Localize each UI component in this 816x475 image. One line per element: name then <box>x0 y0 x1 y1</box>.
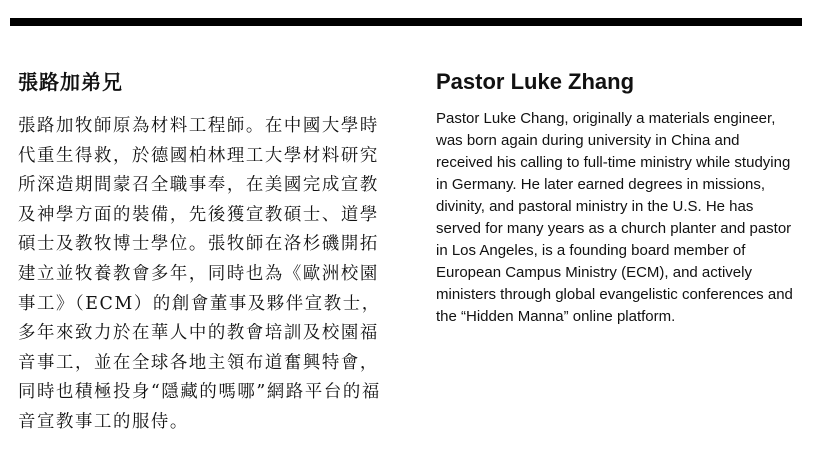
chinese-bio-column <box>18 68 383 438</box>
english-bio-column <box>436 68 796 328</box>
english-bio-title: Pastor Luke Zhang <box>436 69 635 94</box>
chinese-bio-text: 張路加牧師原為材料工程師。在中國大學時代重生得救，於德國柏林理工大學材料研究所深造期間蒙召全職事奉，在美國完成宣教及神學方面的裝備，先後獲宣教碩士、道學碩士及教牧博士學位。張牧師在洛杉磯開拓建立並牧養教會多年，同時也為《歐洲校園事工》（ECM）的創會董事及夥伴宣教士，多年來致力於在華人中的教會培訓及校園福音事工，並在全球各地主領布道奮興特會，同時也積極投身“隱藏的嗎哪”網路平台的福音宣教事工的服侍。 <box>18 116 381 432</box>
top-divider-bar <box>10 18 802 26</box>
chinese-bio-title: 張路加弟兄 <box>18 70 123 94</box>
english-bio-text: Pastor Luke Chang, originally a materials engineer, was born again during university in China and received his calling to full-time ministry while studying in Germany. He later earned degrees in missions, divinity, and pastoral ministry in the U.S. He has served for many years as a church planter and pastor in Los Angeles, is a founding board member of European Campus Ministry (ECM), and actively ministers through global evangelistic conferences and the “Hidden Manna” online platform. <box>436 110 793 325</box>
